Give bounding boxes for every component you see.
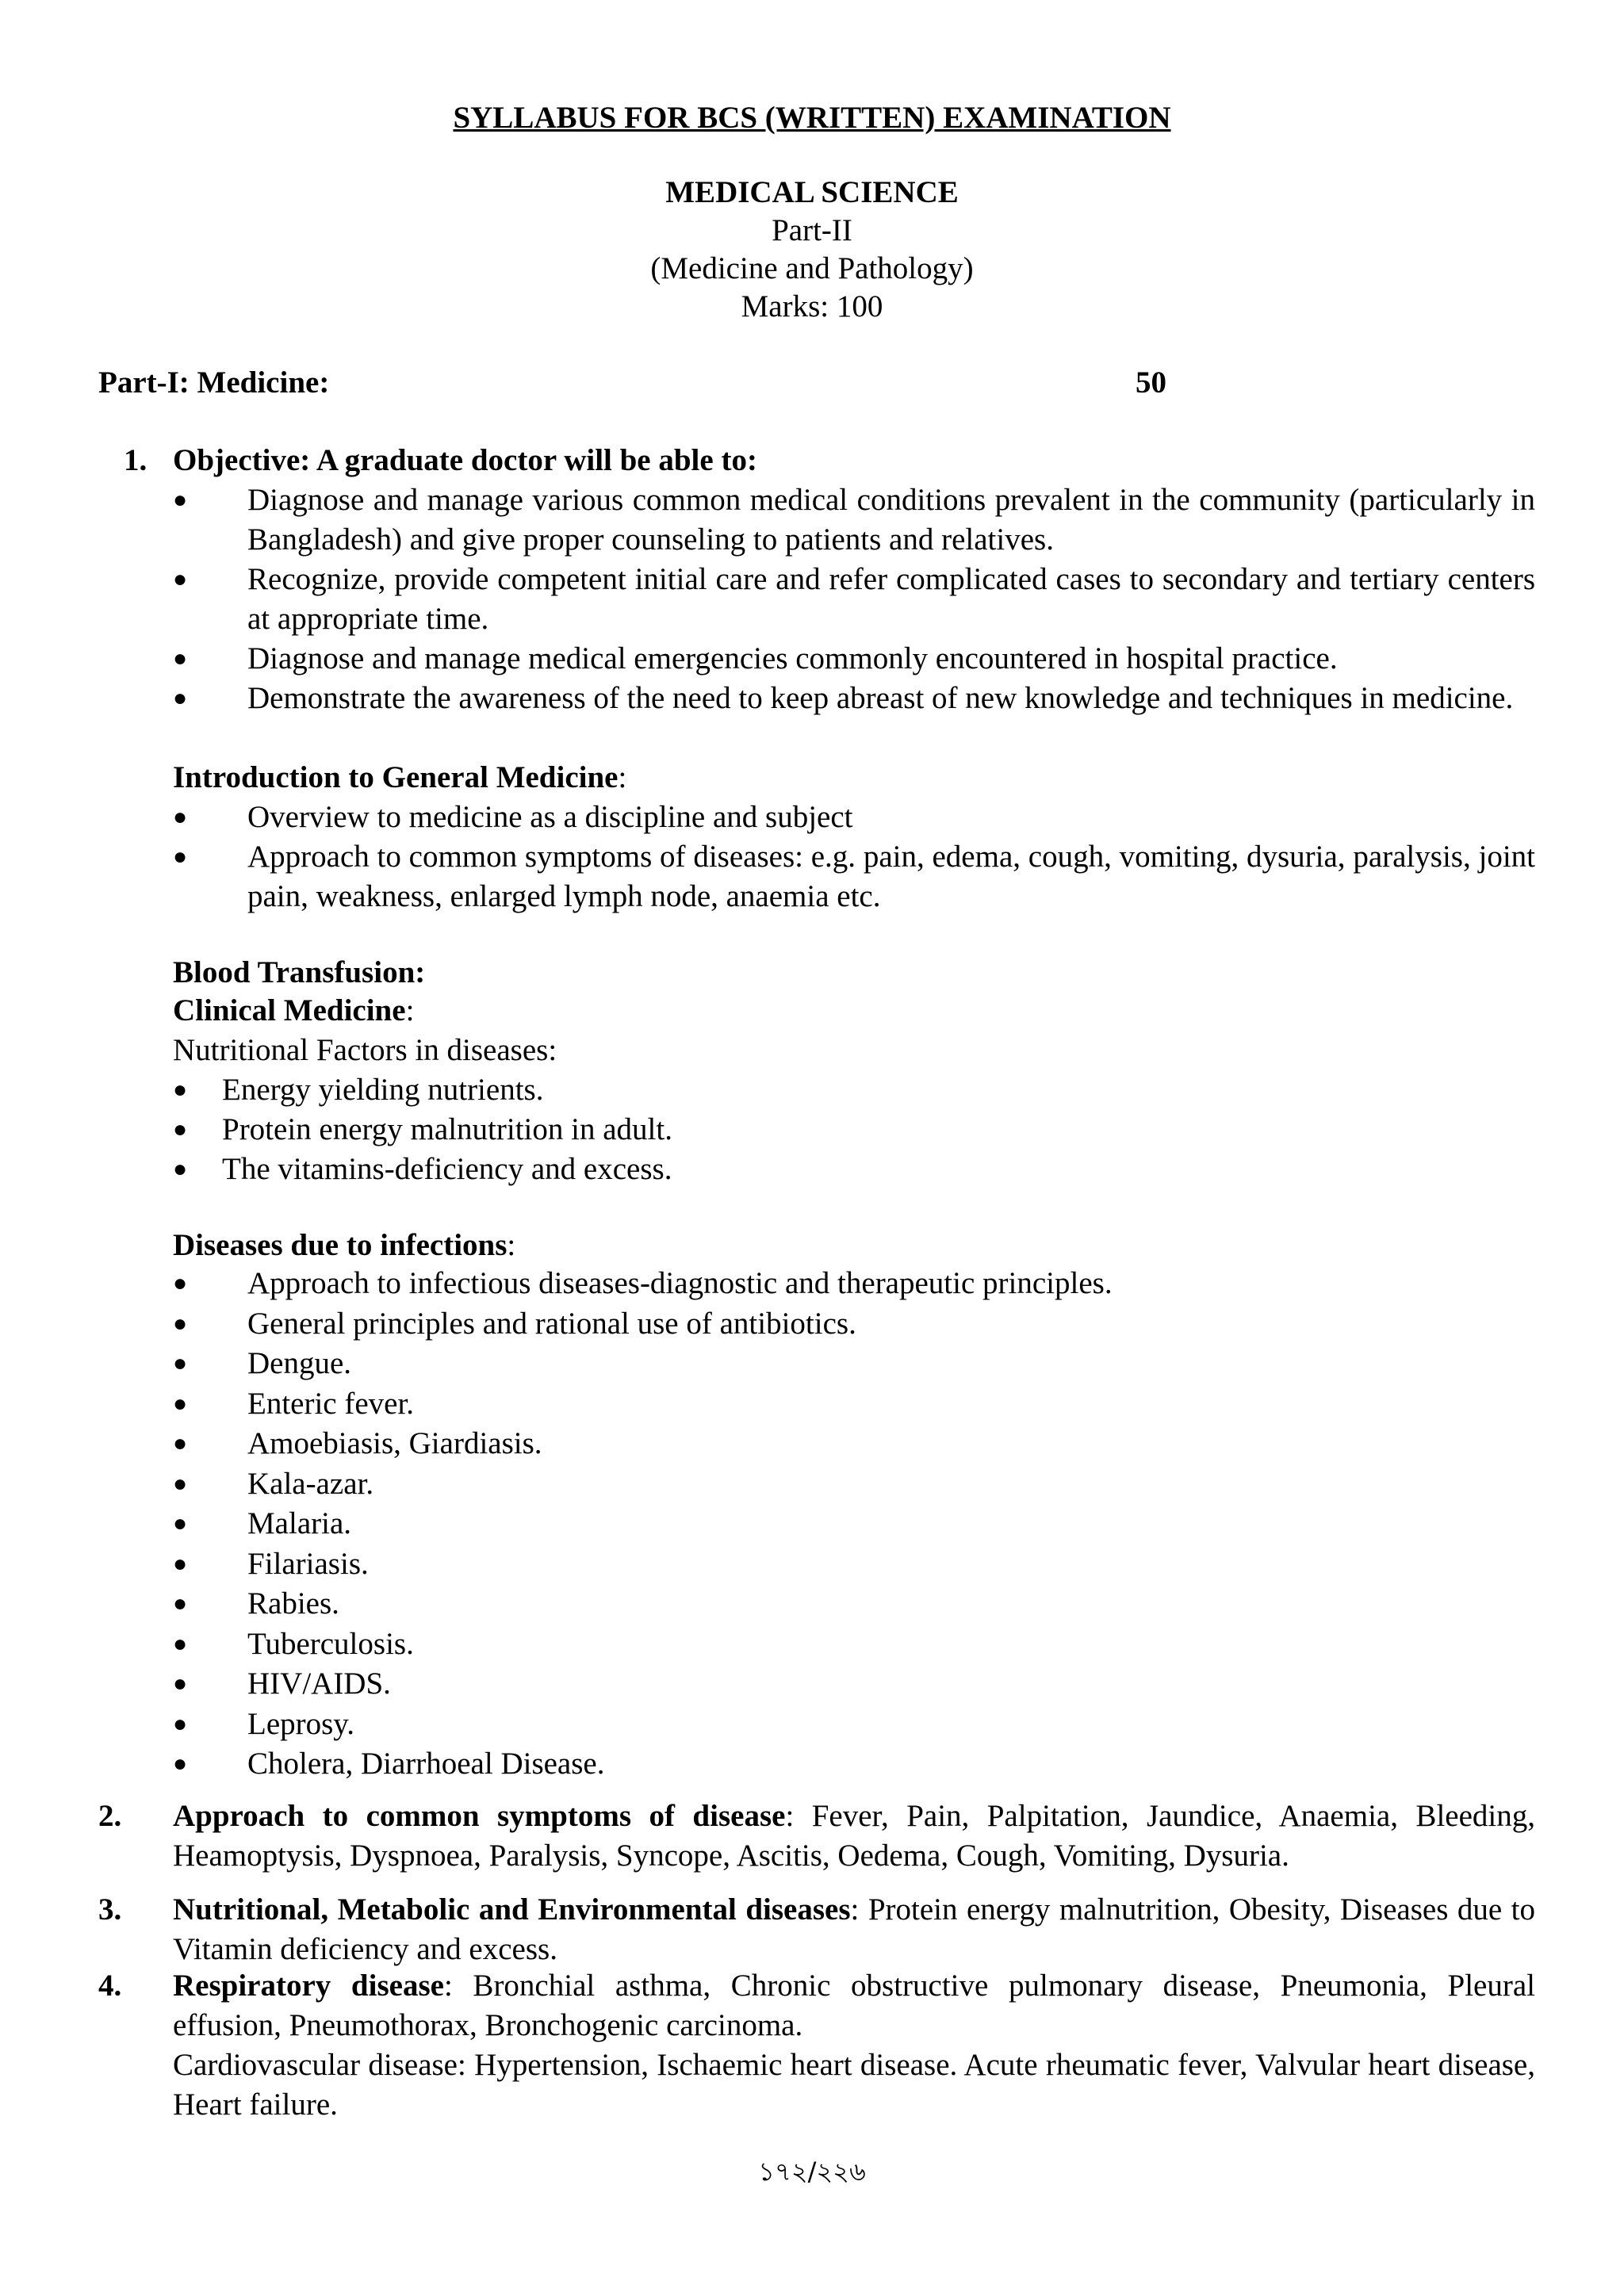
section-4-paragraph — [173, 1966, 1535, 2045]
section-3-heading: Nutritional, Metabolic and Environmental diseases — [173, 1892, 851, 1927]
intro-heading: Introduction to General Medicine — [173, 760, 619, 794]
intro-item: ● Overview to medicine as a discipline and subject — [173, 798, 1535, 837]
section-label: Part-I: Medicine: — [98, 365, 330, 400]
nutrition-item: ● Energy yielding nutrients. — [173, 1070, 1535, 1110]
infection-item: ● Dengue. — [173, 1344, 1535, 1384]
bullet-icon: ● — [173, 1116, 188, 1142]
blood-transfusion-heading: Blood Transfusion: — [173, 955, 426, 989]
infection-item: ● Amoebiasis, Giardiasis. — [173, 1424, 1535, 1464]
intro-item: ● Approach to common symptoms of diseases: e.g. pain, edema, cough, vomiting, dysuria, paralysis, joint pain, weakness, enlarged lymph node, anaemia etc. — [173, 837, 1535, 916]
bullet-icon: ● — [173, 1630, 188, 1657]
infection-heading: Diseases due to infections — [173, 1228, 508, 1262]
bullet-icon: ● — [173, 1350, 188, 1376]
subject-title: MEDICAL SCIENCE — [665, 175, 959, 209]
intro-list — [173, 798, 1535, 916]
bullet-icon: ● — [173, 844, 188, 870]
section-2-paragraph — [173, 1797, 1535, 1876]
bullet-icon: ● — [173, 1390, 188, 1417]
section-2-heading: Approach to common symptoms of disease — [173, 1799, 786, 1833]
section-2-text: : Fever, Pain, Palpitation, Jaundice, Anaemia, Bleeding, Heamoptysis, Dyspnoea, Paralysis, Syncope, Ascitis, Oedema, Cough, Vomiting, Dysuria. — [173, 1799, 1535, 1873]
bullet-icon: ● — [173, 1710, 188, 1737]
part-label: Part-II — [772, 213, 852, 247]
bullet-icon: ● — [173, 1156, 188, 1182]
section-4-text: : Bronchial asthma, Chronic obstructive pulmonary disease, Pneumonia, Pleural effusion, Pneumothorax, Bronchogenic carcinoma. — [173, 1969, 1535, 2042]
infection-item: ● Leprosy. — [173, 1705, 1535, 1745]
infection-list — [173, 1264, 1535, 1785]
infection-item: ● Kala-azar. — [173, 1464, 1535, 1505]
bullet-icon: ● — [173, 1270, 188, 1296]
bullet-icon: ● — [173, 1670, 188, 1697]
infection-item: ● Rabies. — [173, 1584, 1535, 1624]
objective-item: ● Recognize, provide competent initial care and refer complicated cases to secondary and tertiary centers at appropriate time. — [173, 560, 1535, 639]
section-3-number: 3. — [98, 1892, 122, 1927]
infection-item: ● Tuberculosis. — [173, 1624, 1535, 1665]
clinical-heading: Clinical Medicine — [173, 993, 406, 1027]
infection-item: ● Malaria. — [173, 1504, 1535, 1544]
infection-item: ● HIV/AIDS. — [173, 1664, 1535, 1705]
bullet-icon: ● — [173, 685, 188, 711]
page-number: ১৭২/২২৬ — [758, 2156, 866, 2187]
marks-label: Marks: 100 — [741, 289, 883, 323]
subtitle: (Medicine and Pathology) — [650, 251, 974, 285]
page-title: SYLLABUS FOR BCS (WRITTEN) EXAMINATION — [453, 101, 1171, 135]
objective-item: ● Demonstrate the awareness of the need to keep abreast of new knowledge and techniques in medicine. — [173, 679, 1535, 758]
bullet-icon: ● — [173, 804, 188, 830]
objective-item: ● Diagnose and manage various common medical conditions prevalent in the community (particularly in Bangladesh) and give proper counseling to patients and relatives. — [173, 480, 1535, 560]
bullet-icon: ● — [173, 1550, 188, 1577]
bullet-icon: ● — [173, 1510, 188, 1536]
bullet-icon: ● — [173, 1470, 188, 1497]
infection-item: ● Cholera, Diarrhoeal Disease. — [173, 1744, 1535, 1785]
bullet-icon: ● — [173, 1430, 188, 1456]
bullet-icon: ● — [173, 1751, 188, 1777]
bullet-icon: ● — [173, 1590, 188, 1617]
bullet-icon: ● — [173, 566, 188, 592]
infection-item: ● Enteric fever. — [173, 1384, 1535, 1425]
nutrition-list — [173, 1070, 1535, 1189]
intro-heading-line: Introduction to General Medicine: — [173, 760, 627, 794]
section-4-heading: Respiratory disease — [173, 1969, 444, 2003]
infection-item: ● Filariasis. — [173, 1544, 1535, 1585]
section-marks: 50 — [1136, 365, 1166, 400]
section-1-number: 1. — [124, 443, 147, 477]
section-4-number: 4. — [98, 1969, 122, 2003]
infection-heading-line: Diseases due to infections: — [173, 1228, 516, 1262]
bullet-icon: ● — [173, 1077, 188, 1103]
cardiovascular-paragraph: Cardiovascular disease: Hypertension, Ischaemic heart disease. Acute rheumatic fever, Valvular heart disease, Heart failure. — [173, 2048, 1535, 2122]
section-3-paragraph — [173, 1890, 1535, 1969]
objective-item: ● Diagnose and manage medical emergencies commonly encountered in hospital practice. — [173, 639, 1535, 679]
nutrition-item: ● The vitamins-deficiency and excess. — [173, 1150, 1535, 1189]
infection-item: ● General principles and rational use of antibiotics. — [173, 1304, 1535, 1345]
objective-heading: Objective: A graduate doctor will be able to: — [173, 443, 757, 477]
section-2-number: 2. — [98, 1799, 122, 1833]
infection-item: ● Approach to infectious diseases-diagnostic and therapeutic principles. — [173, 1264, 1535, 1304]
nutrition-item: ● Protein energy malnutrition in adult. — [173, 1110, 1535, 1150]
bullet-icon: ● — [173, 487, 188, 513]
bullet-icon: ● — [173, 645, 188, 672]
bullet-icon: ● — [173, 1310, 188, 1337]
section-3-text: : Protein energy malnutrition, Obesity, Diseases due to Vitamin deficiency and excess. — [173, 1892, 1535, 1966]
objective-list — [173, 480, 1535, 758]
clinical-heading-line: Clinical Medicine: — [173, 993, 415, 1027]
nutrition-label: Nutritional Factors in diseases: — [173, 1033, 557, 1067]
